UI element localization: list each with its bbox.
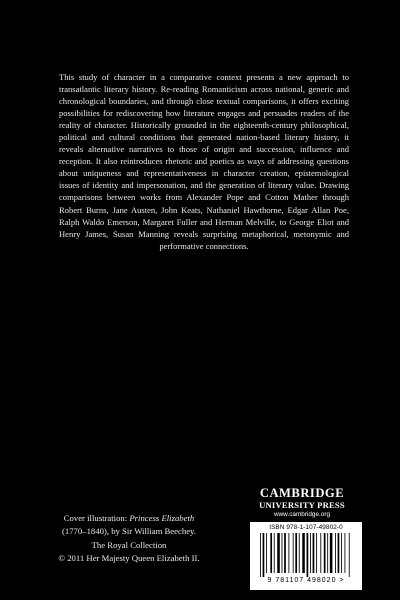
barcode-bar [284, 533, 286, 573]
barcode-bar [299, 533, 300, 573]
barcode-bar [330, 533, 333, 573]
barcode-bar [345, 533, 346, 573]
barcode-bar [260, 533, 261, 577]
barcode-bar [338, 533, 340, 573]
barcode-bars [256, 533, 356, 577]
barcode-bar [266, 533, 267, 573]
barcode-bar [302, 533, 305, 573]
credit-artwork-title: Princess Elizabeth [129, 513, 195, 523]
publisher-name: CAMBRIDGE [259, 486, 345, 500]
isbn-label: ISBN 978-1-107-49802-0 [269, 524, 343, 531]
barcode-bar [349, 533, 350, 577]
barcode-bar [282, 533, 283, 573]
publisher-press: UNIVERSITY PRESS [259, 500, 345, 510]
publisher-website: www.cambridge.org [273, 511, 331, 518]
credit-line-1 [29, 512, 229, 525]
barcode-digits: 9 781107 498020 > [267, 577, 345, 584]
barcode-bar [324, 533, 326, 573]
barcode-bar [313, 533, 315, 573]
barcode-bar [310, 533, 311, 573]
isbn-barcode [250, 522, 362, 590]
barcode-bar [274, 533, 275, 573]
barcode-bar [335, 533, 336, 573]
credit-line-4: © 2011 Her Majesty Queen Elizabeth II. [58, 552, 200, 563]
barcode-bar [320, 533, 321, 573]
credit-line-2: (1770–1840), by Sir William Beechey. [61, 526, 197, 537]
barcode-bar [295, 533, 297, 573]
back-cover-blurb: This study of character in a comparative context presents a new approach to transatlantic literary history. Re-reading Romanticism across national, generic and chronological boundaries, and through close textual comparisons, it offers exciting possibilities for rediscovering how literature engages and persuades readers of the reality of character. Historically grounded in the eighteenth-century philosophical, political and cultural conditions that generated nation-based literary history, it reveals alternative narratives to those of origin and succession, influence and reception. It also reintroduces rhetoric and poetics as ways of addressing questions about uniqueness and representativeness in character creation, epistemological issues of identity and impersonation, and the generation of literary value. Drawing comparisons between works from Alexander Pope and Cotton Mather through Robert Burns, Jane Austen, John Keats, Nathaniel Hawthorne, Edgar Allan Poe, Ralph Waldo Emerson, Margaret Fuller and Herman Melville, to George Eliot and Henry James, Susan Manning reveals surprising metaphorical, metonymic and performative connections. [59, 72, 349, 251]
barcode-bar [316, 533, 317, 573]
publisher-logo [250, 487, 354, 519]
credit-prefix: Cover illustration: [63, 513, 130, 523]
barcode-bar [341, 533, 342, 573]
barcode-bar [263, 533, 265, 577]
barcode-bar [327, 533, 328, 573]
cover-illustration-credit [29, 512, 229, 565]
credit-line-3: The Royal Collection [91, 539, 167, 550]
barcode-bar [270, 533, 272, 573]
barcode-bar [293, 533, 294, 573]
barcode-bar [288, 533, 289, 573]
barcode-bar [307, 533, 309, 577]
barcode-bar [277, 533, 280, 573]
